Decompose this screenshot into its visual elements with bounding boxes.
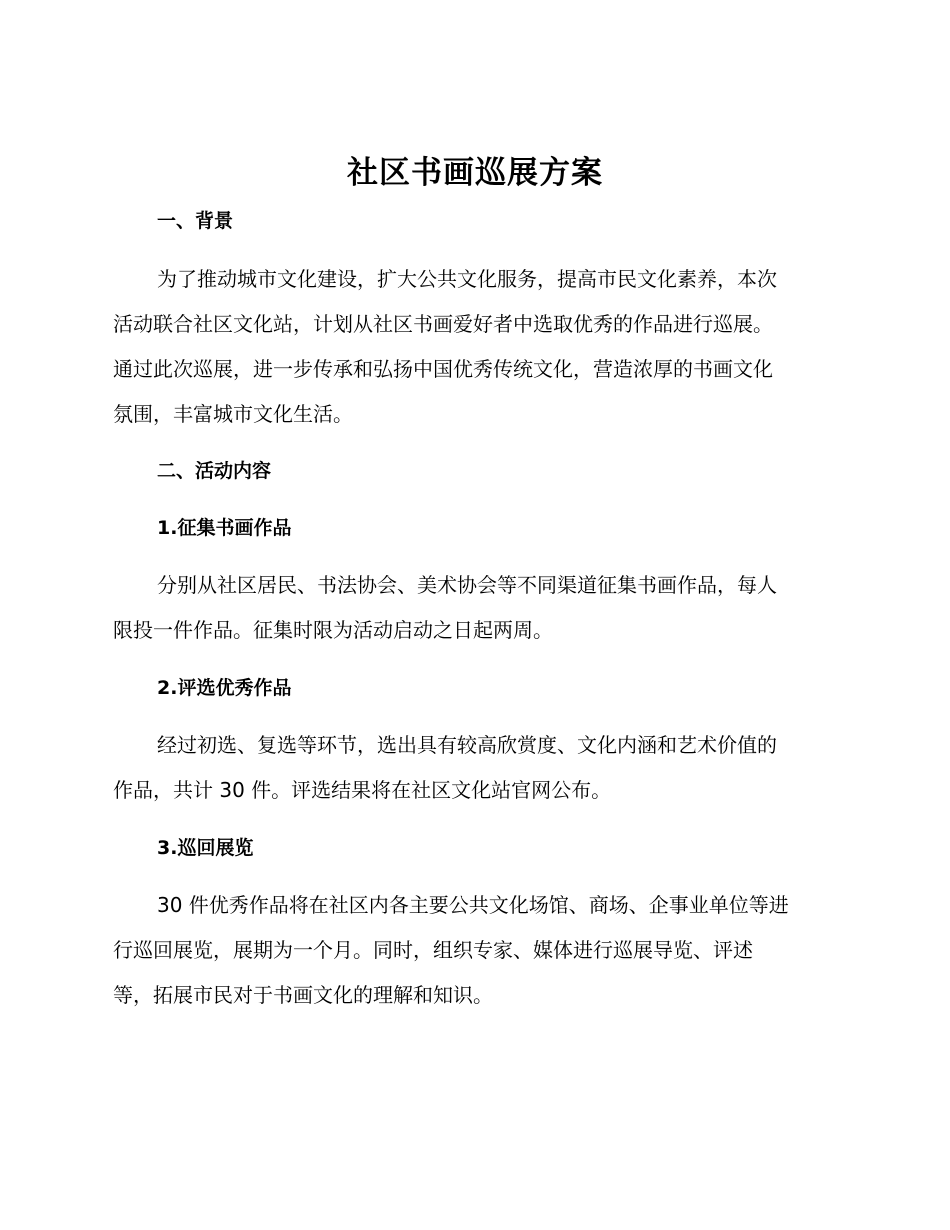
paragraph-line: 经过初选、复选等环节，选出具有较高欣赏度、文化内涵和艺术价值的 (157, 733, 777, 757)
subsection-heading-touring-exhibition: 3.巡回展览 (157, 837, 254, 859)
paragraph-line: 分别从社区居民、书法协会、美术协会等不同渠道征集书画作品，每人 (157, 573, 777, 597)
paragraph-line: 作品，共计 30 件。评选结果将在社区文化站官网公布。 (113, 778, 612, 802)
subsection-heading-collect-works: 1.征集书画作品 (157, 517, 292, 539)
paragraph-line: 为了推动城市文化建设，扩大公共文化服务，提高市民文化素养，本次 (157, 267, 777, 291)
paragraph-line: 行巡回展览，展期为一个月。同时，组织专家、媒体进行巡展导览、评述 (113, 938, 753, 962)
background-paragraph (113, 257, 843, 437)
paragraph-line: 活动联合社区文化站，计划从社区书画爱好者中选取优秀的作品进行巡展。 (113, 312, 773, 336)
collect-works-paragraph (113, 563, 843, 653)
paragraph-line: 通过此次巡展，进一步传承和弘扬中国优秀传统文化，营造浓厚的书画文化 (113, 357, 773, 381)
paragraph-line: 30 件优秀作品将在社区内各主要公共文化场馆、商场、企事业单位等进 (157, 893, 789, 917)
select-works-paragraph (113, 723, 843, 813)
paragraph-line: 限投一件作品。征集时限为活动启动之日起两周。 (113, 618, 553, 642)
subsection-heading-select-works: 2.评选优秀作品 (157, 677, 292, 699)
section-heading-activity-content: 二、活动内容 (157, 460, 272, 482)
paragraph-line: 氛围，丰富城市文化生活。 (113, 402, 353, 426)
section-heading-background: 一、背景 (157, 210, 234, 232)
paragraph-line: 等，拓展市民对于书画文化的理解和知识。 (113, 983, 493, 1007)
touring-exhibition-paragraph (113, 883, 843, 1018)
document-title: 社区书画巡展方案 (347, 155, 603, 191)
